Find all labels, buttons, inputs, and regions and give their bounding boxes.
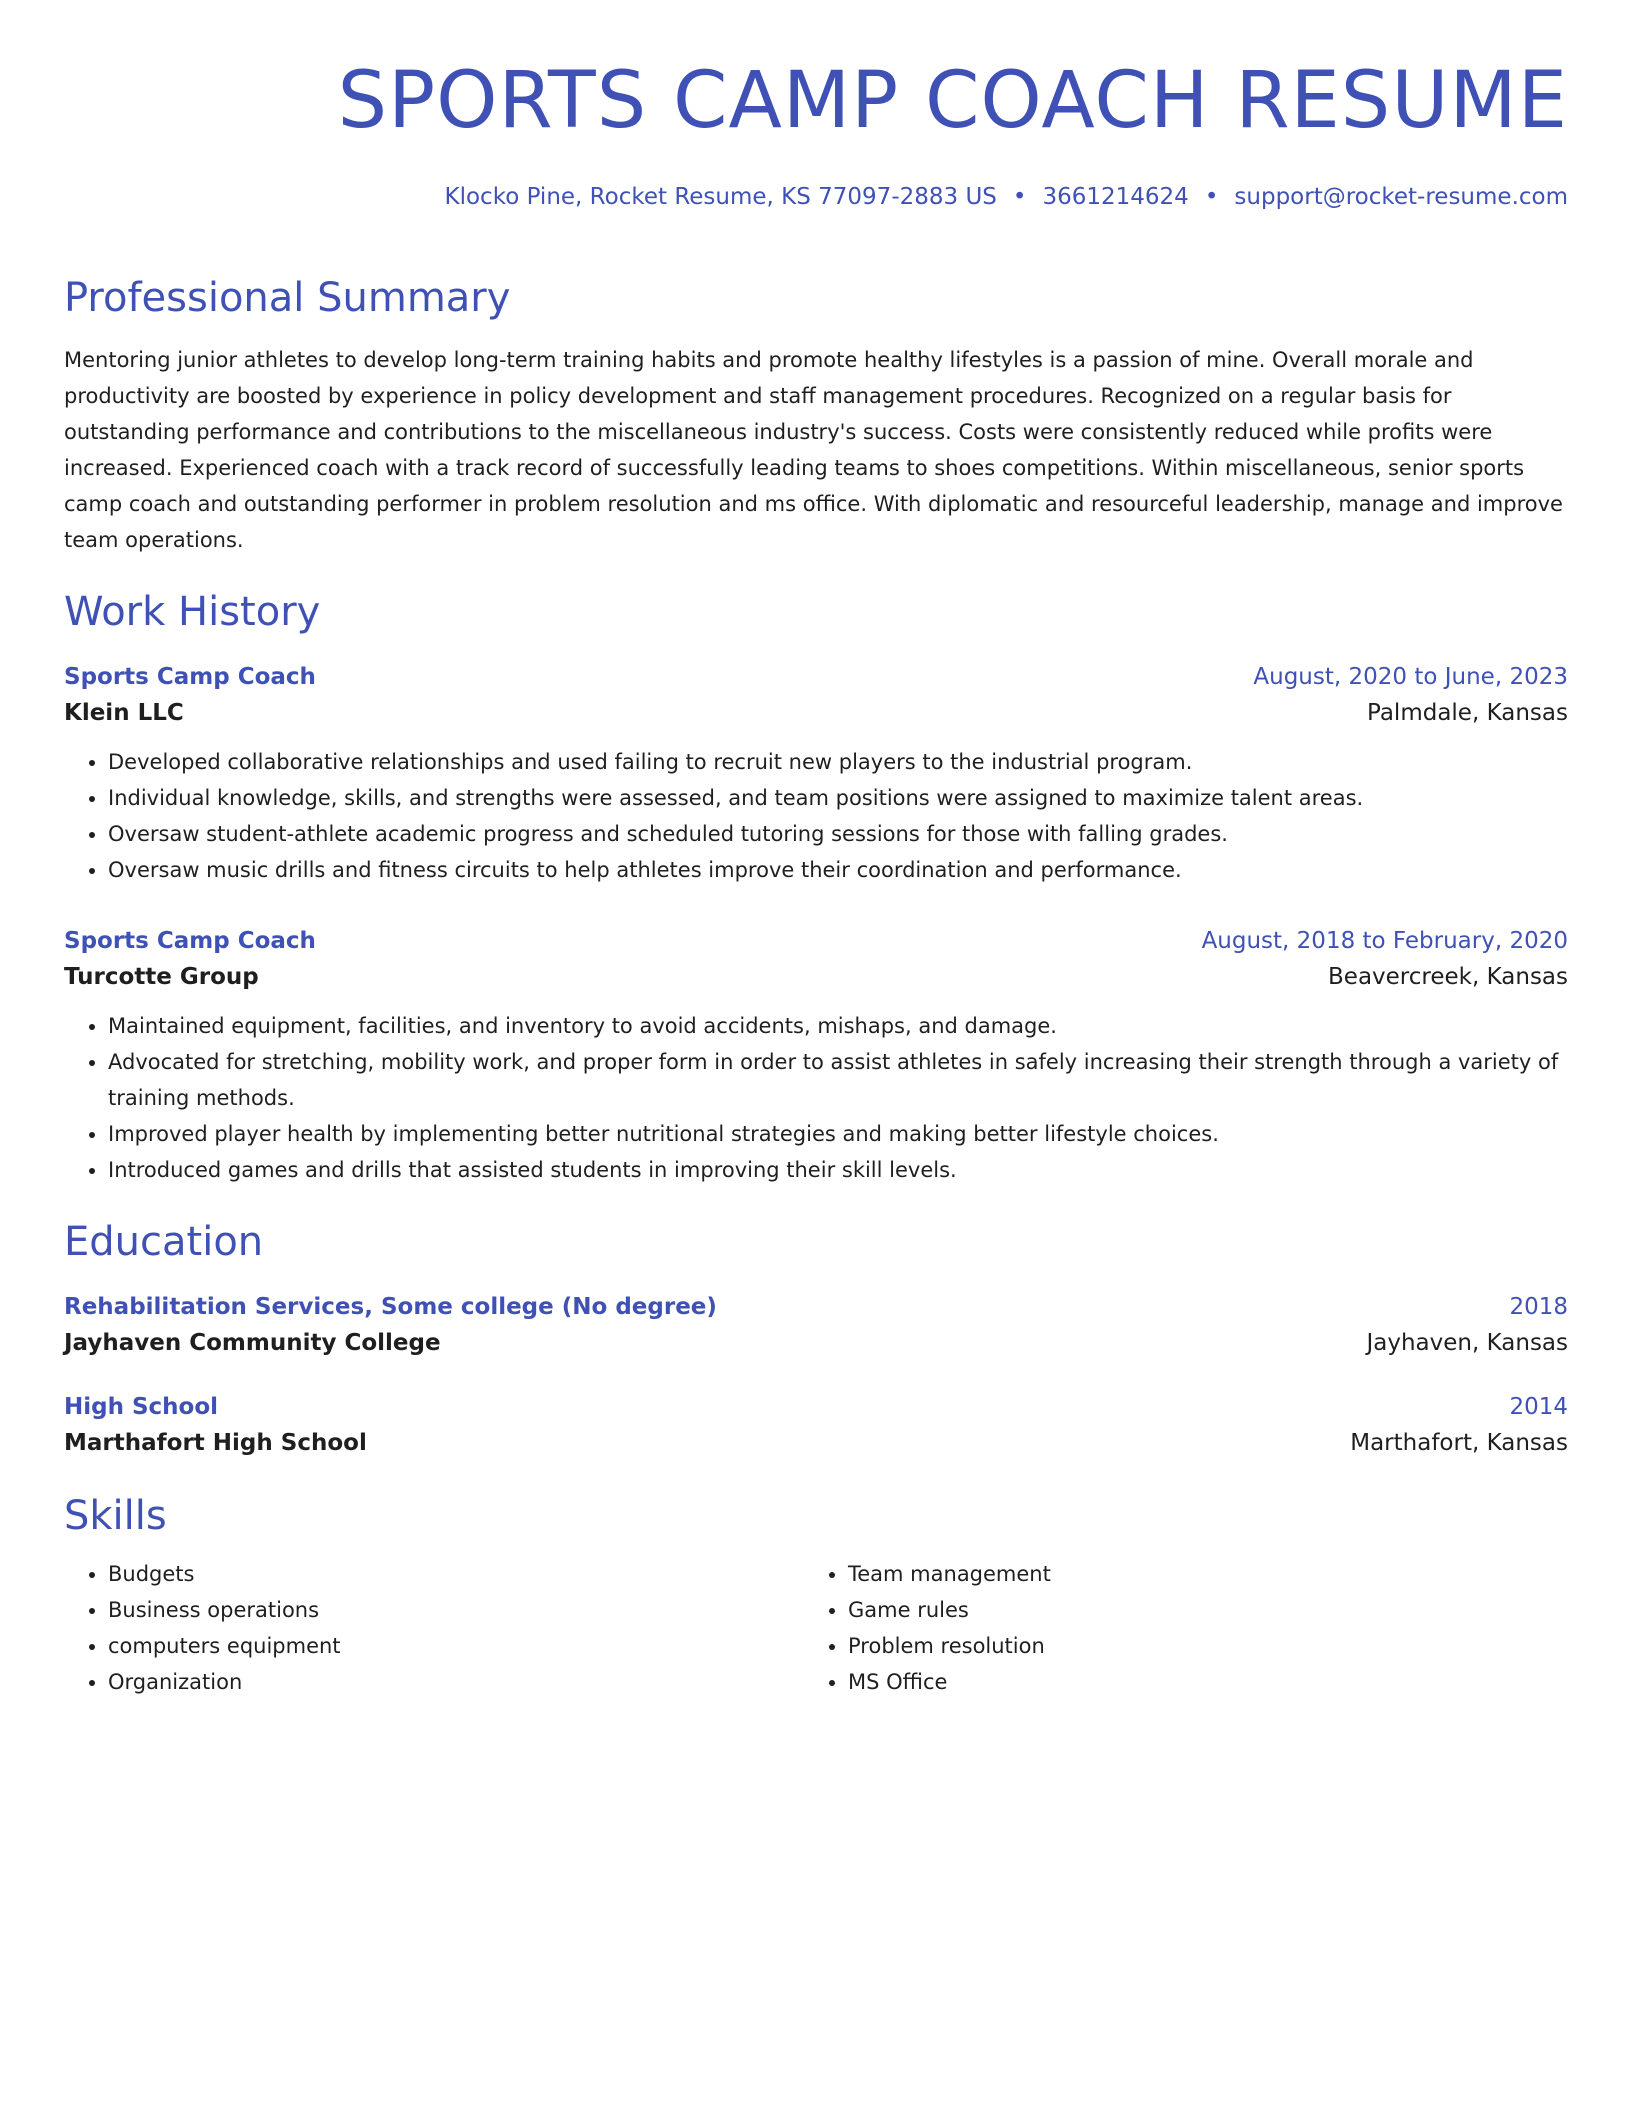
work-history-heading: Work History (64, 589, 321, 635)
job-location: Beavercreek, Kansas (1328, 964, 1568, 990)
resume-title: SPORTS CAMP COACH RESUME (337, 56, 1568, 146)
job-bullet: • Introduced games and drills that assisted students in improving their skill levels. (108, 1152, 1568, 1188)
education-school: Marthafort High School (64, 1430, 367, 1456)
skill-item: • Problem resolution (848, 1628, 1544, 1664)
education-section (64, 1218, 1568, 1462)
education-year: 2018 (1509, 1294, 1568, 1320)
skills-section (64, 1492, 1568, 1700)
job-bullet: • Individual knowledge, skills, and strengths were assessed, and team positions were assigned to maximize talent areas. (108, 780, 1568, 816)
resume-header (64, 0, 1568, 212)
contact-separator: • (1012, 184, 1027, 210)
education-year: 2014 (1509, 1394, 1568, 1420)
skill-item: • Business operations (108, 1592, 804, 1628)
skills-column-left (64, 1556, 804, 1700)
job-bullets (64, 1008, 1568, 1188)
skill-item: • Team management (848, 1556, 1544, 1592)
education-school: Jayhaven Community College (64, 1330, 441, 1356)
job-entry (64, 660, 1568, 888)
skills-list (64, 1556, 804, 1700)
job-dates: August, 2020 to June, 2023 (1253, 664, 1568, 690)
job-bullet: • Developed collaborative relationships and used failing to recruit new players to the industrial program. (108, 744, 1568, 780)
summary-heading: Professional Summary (64, 275, 511, 321)
job-bullet: • Maintained equipment, facilities, and inventory to avoid accidents, mishaps, and damage. (108, 1008, 1568, 1044)
skills-grid (64, 1556, 1568, 1700)
job-title: Sports Camp Coach (64, 928, 316, 954)
job-bullets (64, 744, 1568, 888)
education-degree: Rehabilitation Services, Some college (No degree) (64, 1294, 717, 1320)
education-entry (64, 1290, 1568, 1362)
contact-separator: • (1204, 184, 1219, 210)
education-degree: High School (64, 1394, 219, 1420)
skill-item: • Budgets (108, 1556, 804, 1592)
job-dates: August, 2018 to February, 2020 (1201, 928, 1568, 954)
skill-item: • Organization (108, 1664, 804, 1700)
work-history-section (64, 588, 1568, 1188)
job-title: Sports Camp Coach (64, 664, 316, 690)
skills-column-right (804, 1556, 1544, 1700)
education-heading: Education (64, 1219, 264, 1265)
contact-line (64, 182, 1568, 212)
education-entry (64, 1390, 1568, 1462)
job-bullet: • Advocated for stretching, mobility work, and proper form in order to assist athletes in safely increasing their strength through a variety of training methods. (108, 1044, 1568, 1116)
job-bullet: • Oversaw music drills and fitness circuits to help athletes improve their coordination and performance. (108, 852, 1568, 888)
summary-text: Mentoring junior athletes to develop long-term training habits and promote healthy lifestyles is a passion of mine. Overall morale and productivity are boosted by experience in policy development and staff management procedures. Recognized on a regular basis for outstanding performance and contributions to the miscellaneous industry's success. Costs were consistently reduced while profits were increased. Experienced coach with a track record of successfully leading teams to shoes competitions. Within miscellaneous, senior sports camp coach and outstanding performer in problem resolution and ms office. With diplomatic and resourceful leadership, manage and improve team operations. (64, 348, 1563, 552)
job-company: Klein LLC (64, 700, 184, 726)
skill-item: • computers equipment (108, 1628, 804, 1664)
job-bullet: • Improved player health by implementing better nutritional strategies and making better lifestyle choices. (108, 1116, 1568, 1152)
skill-item: • MS Office (848, 1664, 1544, 1700)
summary-section (64, 274, 1568, 558)
job-company: Turcotte Group (64, 964, 259, 990)
job-location: Palmdale, Kansas (1367, 700, 1568, 726)
contact-phone: 3661214624 (1042, 184, 1189, 210)
skill-item: • Game rules (848, 1592, 1544, 1628)
skills-list (804, 1556, 1544, 1700)
contact-email: support@rocket-resume.com (1234, 184, 1568, 210)
contact-address: Klocko Pine, Rocket Resume, KS 77097-2883 US (444, 184, 997, 210)
job-entry (64, 924, 1568, 1188)
skills-heading: Skills (64, 1493, 167, 1539)
job-bullet: • Oversaw student-athlete academic progress and scheduled tutoring sessions for those with falling grades. (108, 816, 1568, 852)
education-location: Marthafort, Kansas (1350, 1430, 1568, 1456)
education-location: Jayhaven, Kansas (1366, 1330, 1568, 1356)
